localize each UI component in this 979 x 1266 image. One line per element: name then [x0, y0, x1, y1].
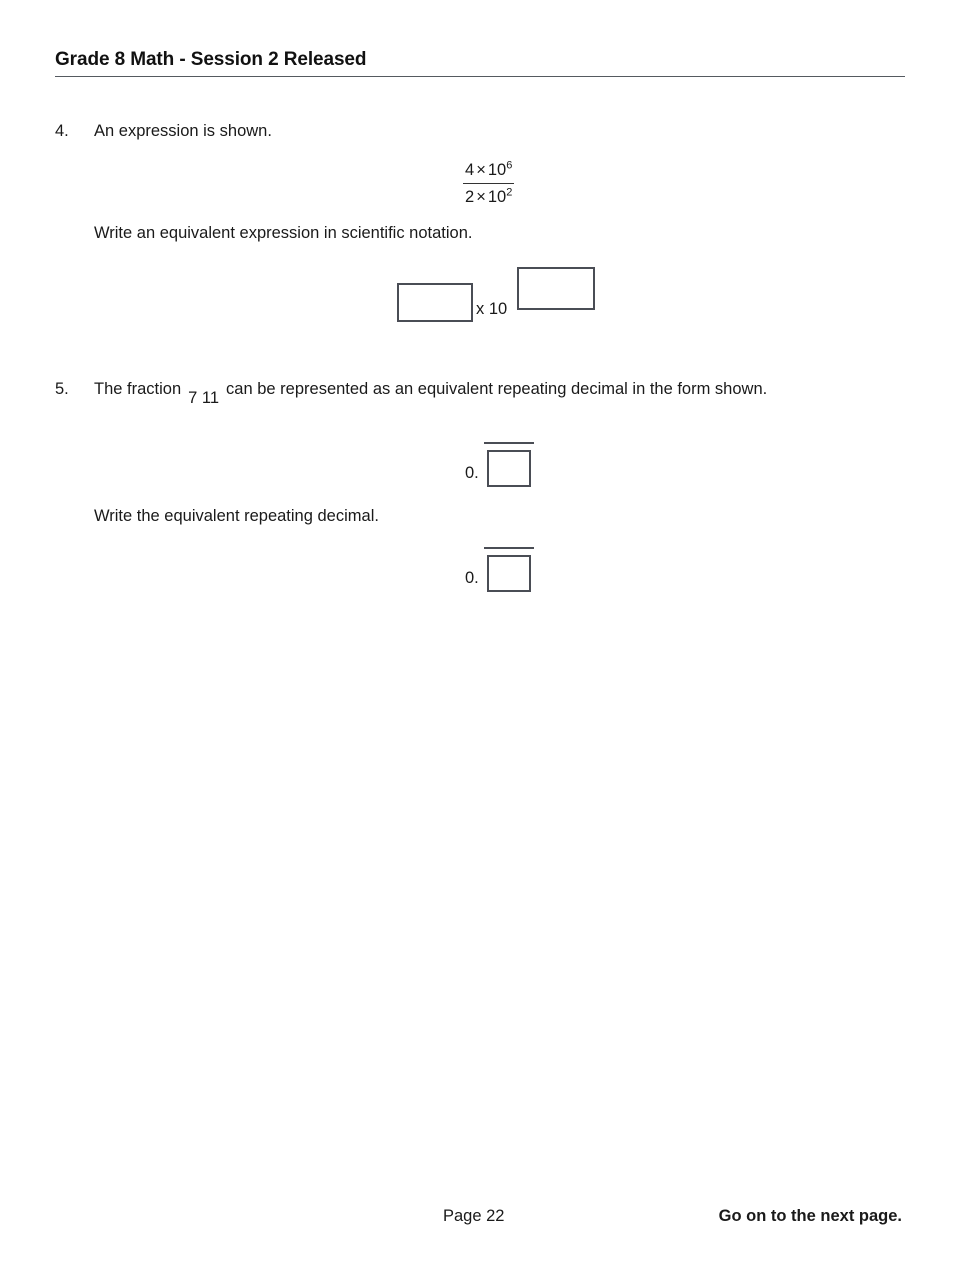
next-page-notice: Go on to the next page.	[718, 1207, 902, 1225]
question-5-text-after: can be represented as an equivalent repeating decimal in the form shown.	[226, 380, 768, 398]
question-5-instruction: Write the equivalent repeating decimal.	[94, 507, 379, 525]
exponent-answer-box[interactable]	[517, 267, 595, 310]
decimal-prefix: 0.	[465, 464, 479, 482]
question-4-prompt: An expression is shown.	[94, 122, 272, 140]
mantissa-answer-box[interactable]	[397, 283, 473, 322]
denominator-times-sign: ×	[476, 188, 486, 206]
repeating-decimal-answer	[465, 547, 545, 597]
question-4-number: 4.	[55, 122, 69, 140]
repeating-bar-icon	[484, 442, 534, 444]
denominator-exponent: 2	[506, 186, 513, 199]
inline-fraction-numerator: 7	[188, 389, 198, 407]
page-header	[55, 48, 905, 77]
question-4-instruction: Write an equivalent expression in scientific notation.	[94, 224, 473, 242]
times-ten-label: x 10	[476, 300, 508, 318]
numerator-times-sign: ×	[476, 161, 486, 179]
question-4-instruction-block	[94, 222, 874, 244]
question-5-statement	[94, 378, 935, 407]
page-footer	[55, 1205, 905, 1229]
question-5-text-before: The fraction	[94, 380, 182, 398]
answer-repeating-digits-box[interactable]	[487, 555, 531, 592]
answer-decimal-prefix: 0.	[465, 569, 479, 587]
numerator-exponent: 6	[506, 159, 513, 172]
question-5	[55, 378, 935, 407]
denominator-base-ten: 10	[487, 188, 507, 206]
question-4-answer-area	[397, 266, 607, 326]
denominator-coefficient: 2	[465, 188, 475, 206]
numerator-coefficient: 4	[465, 161, 475, 179]
expression-numerator	[463, 160, 514, 182]
numerator-base-ten: 10	[487, 161, 507, 179]
fraction-bar	[463, 183, 514, 184]
repeating-digits-box	[487, 450, 531, 487]
fraction-seven-elevenths	[188, 389, 219, 407]
question-4	[55, 120, 915, 142]
inline-fraction-denominator: 11	[201, 389, 220, 407]
expression-denominator	[463, 186, 514, 207]
repeating-decimal-form	[465, 442, 545, 492]
question-5-number: 5.	[55, 380, 69, 398]
header-divider	[55, 76, 905, 77]
question-4-expression	[463, 160, 514, 207]
page-title: Grade 8 Math - Session 2 Released	[55, 49, 367, 70]
page-number: Page 22	[443, 1207, 505, 1225]
answer-repeating-bar-icon	[484, 547, 534, 549]
